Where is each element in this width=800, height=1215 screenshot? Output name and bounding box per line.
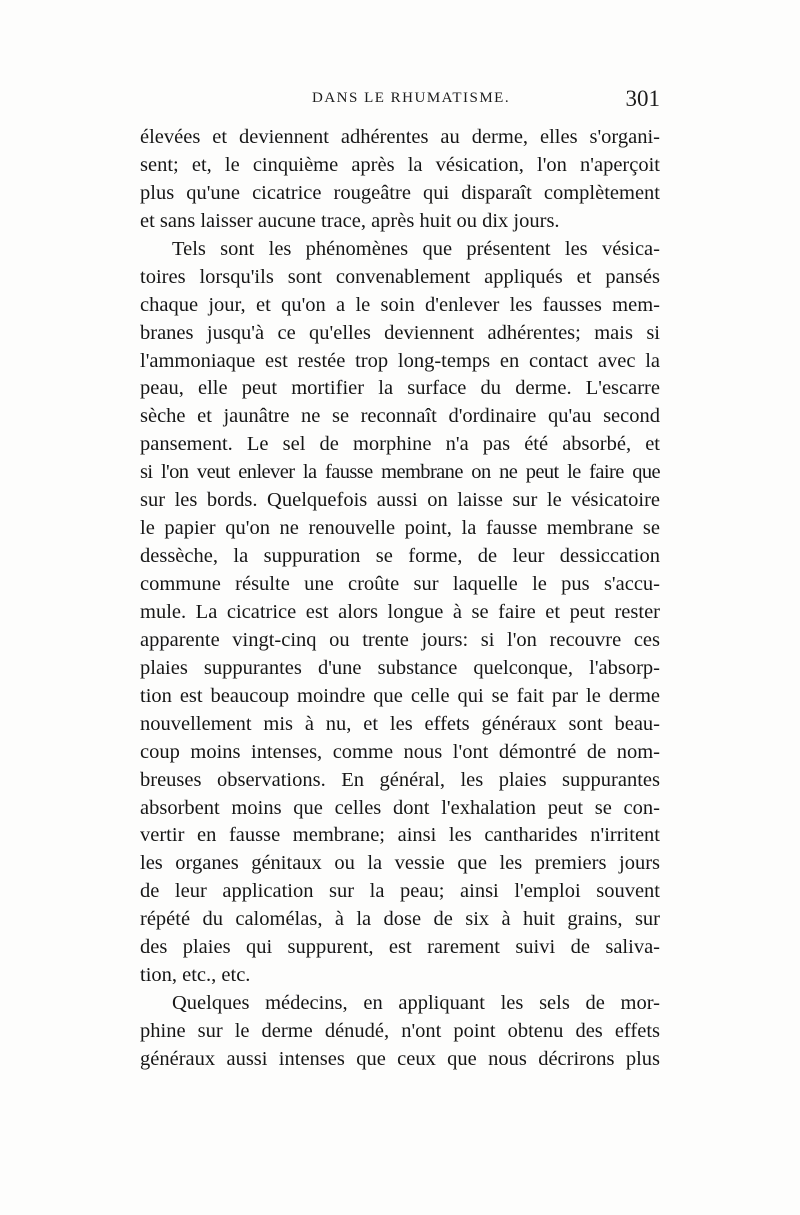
text-line: l'ammoniaque est restée trop long-temps en contact avec la — [140, 349, 660, 372]
text-line: sur les bords. Quelquefois aussi on laisse sur le vésicatoire — [140, 489, 660, 512]
text-line: breuses observations. En général, les plaies suppurantes — [140, 768, 660, 791]
running-head — [140, 86, 660, 112]
text-line: répété du calomélas, à la dose de six à huit grains, sur — [140, 908, 660, 931]
text-line: plus qu'une cicatrice rougeâtre qui disparaît complètement — [140, 181, 660, 204]
text-line: plaies suppurantes d'une substance quelconque, l'absorp- — [140, 656, 660, 679]
text-line: généraux aussi intenses que ceux que nous décrirons plus — [140, 1047, 660, 1070]
text-line: vertir en fausse membrane; ainsi les cantharides n'irritent — [140, 824, 660, 847]
text-line: chaque jour, et qu'on a le soin d'enlever les fausses mem- — [140, 293, 660, 316]
text-line: nouvellement mis à nu, et les effets généraux sont beau- — [140, 712, 660, 735]
text-line: absorbent moins que celles dont l'exhalation peut se con- — [140, 796, 660, 819]
text-line: de leur application sur la peau; ainsi l'emploi souvent — [140, 880, 660, 903]
text-line: élevées et deviennent adhérentes au derme, elles s'organi- — [140, 126, 660, 148]
text-line: sent; et, le cinquième après la vésication, l'on n'aperçoit — [140, 153, 660, 176]
text-line: toires lorsqu'ils sont convenablement appliqués et pansés — [140, 265, 660, 288]
text-line: Tels sont les phénomènes que présentent les vésica- — [172, 237, 660, 260]
text-line: branes jusqu'à ce qu'elles deviennent adhérentes; mais si — [140, 321, 660, 344]
text-line: et sans laisser aucune trace, après huit ou dix jours. — [140, 209, 560, 232]
text-line: des plaies qui suppurent, est rarement suivi de saliva- — [140, 936, 660, 959]
running-title: DANS LE RHUMATISME. — [312, 90, 511, 106]
text-line: sèche et jaunâtre ne se reconnaît d'ordinaire qu'au second — [140, 405, 660, 428]
text-line: coup moins intenses, comme nous l'ont démontré de nom- — [140, 740, 660, 763]
text-line: si l'on veut enlever la fausse membrane on ne peut le faire que — [140, 461, 660, 484]
text-line: commune résulte une croûte sur laquelle le pus s'accu- — [140, 573, 660, 595]
body-text — [140, 124, 660, 1074]
page-number: 301 — [625, 86, 660, 111]
text-line: le papier qu'on ne renouvelle point, la fausse membrane se — [140, 517, 660, 540]
text-line: tion, etc., etc. — [140, 964, 251, 987]
text-line: Quelques médecins, en appliquant les sels de mor- — [172, 992, 660, 1015]
text-line: les organes génitaux ou la vessie que les premiers jours — [140, 852, 660, 875]
text-line: phine sur le derme dénudé, n'ont point obtenu des effets — [140, 1020, 660, 1042]
text-line: apparente vingt-cinq ou trente jours: si l'on recouvre ces — [140, 628, 660, 651]
text-line: pansement. Le sel de morphine n'a pas été absorbé, et — [140, 433, 660, 456]
text-line: mule. La cicatrice est alors longue à se faire et peut rester — [140, 600, 660, 623]
text-line: dessèche, la suppuration se forme, de leur dessiccation — [140, 545, 660, 568]
text-line: peau, elle peut mortifier la surface du derme. L'escarre — [140, 377, 660, 400]
text-line: tion est beaucoup moindre que celle qui se fait par le derme — [140, 684, 660, 707]
